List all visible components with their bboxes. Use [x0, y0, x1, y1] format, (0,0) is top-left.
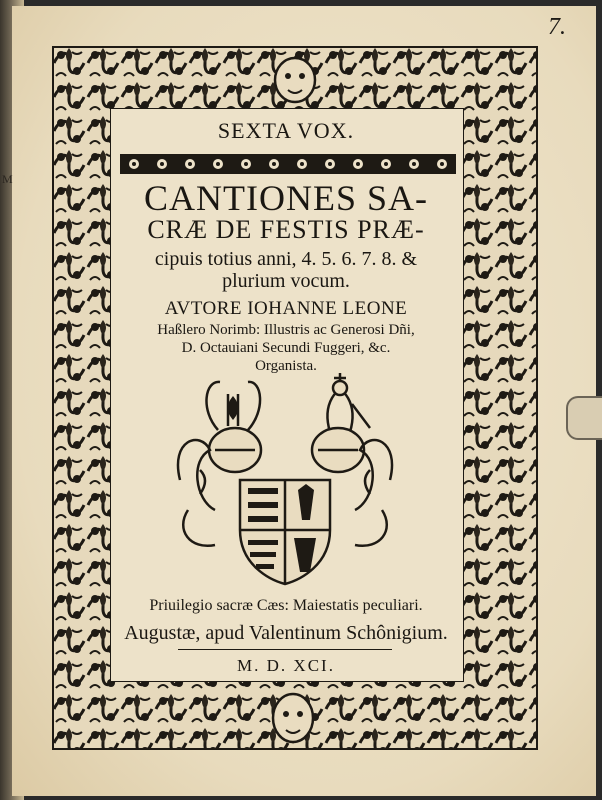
- prev-page-mark: M: [2, 172, 13, 186]
- top-mask-ornament: [260, 52, 330, 106]
- title-line-2: CRÆ DE FESTIS PRÆ-: [147, 215, 425, 244]
- book-clasp: [566, 396, 602, 440]
- imprint-rule: [178, 649, 392, 650]
- imprint-line: Augustæ, apud Valentinum Schônigium.: [124, 622, 448, 644]
- title-line-1: CANTIONES SA-: [143, 178, 428, 218]
- title-line-3: cipuis totius anni, 4. 5. 6. 7. 8. &: [154, 248, 418, 270]
- title-line-4: plurium vocum.: [222, 270, 350, 292]
- part-heading: SEXTA VOX.: [217, 118, 355, 143]
- author-line-3: D. Octauiani Secundi Fuggeri, &c.: [181, 340, 391, 356]
- author-line-2: Haßlero Norimb: Illustris ac Generosi Dñi,: [157, 322, 415, 338]
- privilege-line: Priuilegio sacræ Cæs: Maiestatis peculiari.: [149, 597, 423, 614]
- author-line-4: Organista.: [255, 358, 317, 374]
- bottom-mask-ornament: [258, 688, 328, 746]
- publication-date: M. D. XCI.: [237, 656, 335, 675]
- author-line-1: AVTORE IOHANNE LEONE: [164, 298, 408, 319]
- folio-number: 7.: [548, 14, 566, 40]
- previous-page-marks: [2, 170, 22, 188]
- ornament-band: [120, 154, 456, 174]
- coat-of-arms: [170, 370, 400, 590]
